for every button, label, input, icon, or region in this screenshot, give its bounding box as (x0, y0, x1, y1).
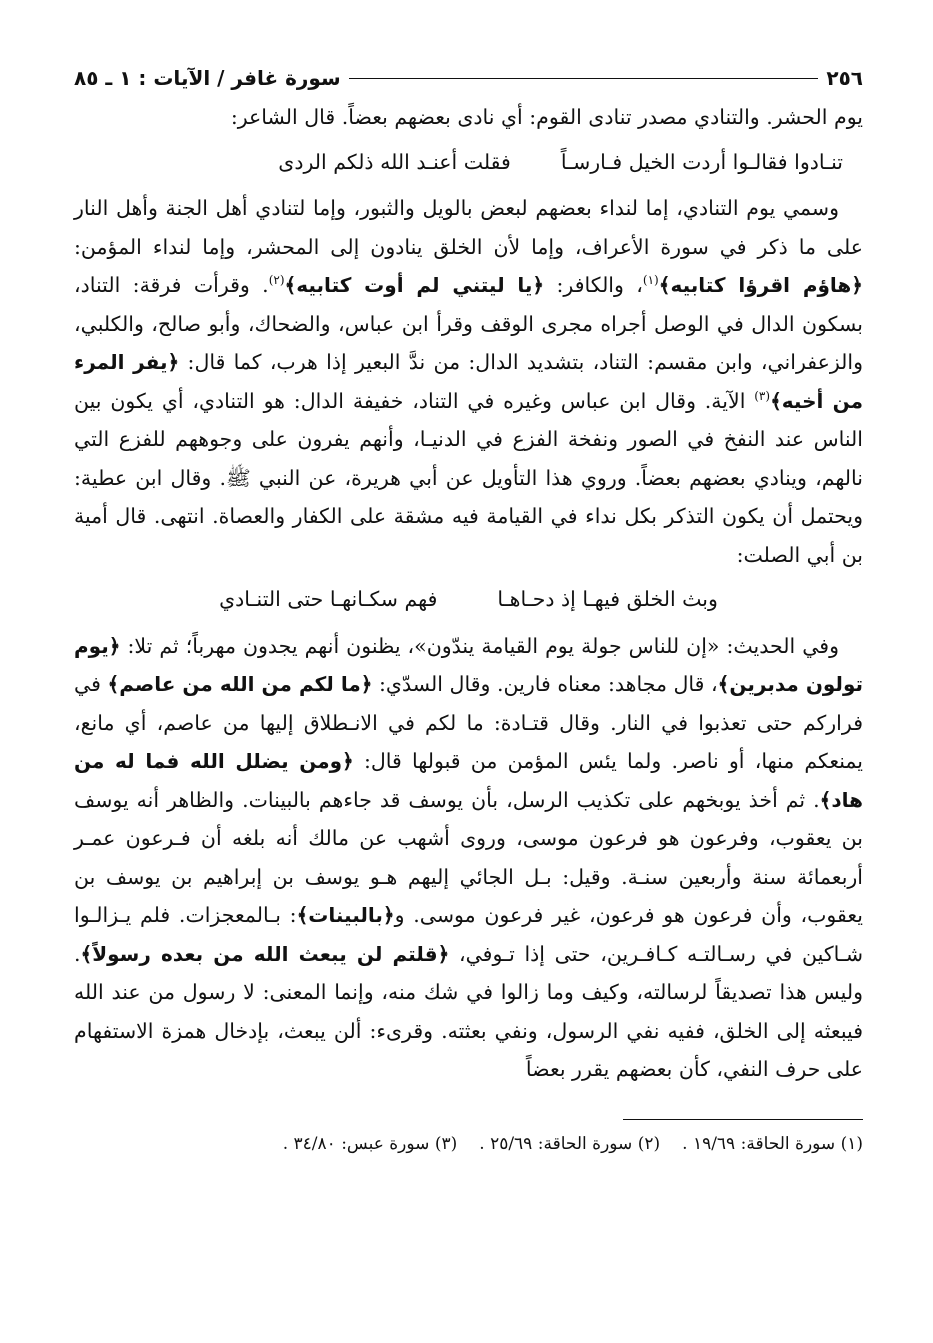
text-span: . ثم أخذ يوبخهم على تكذيب الرسل، بأن يوسف قد جاءهم بالبينات. والظاهر أنه يوسف بن يعقوب، وفرعون هو فرعون موسى، وروى أشهب عن مالك أنه بلغه أن فـرعون عمـر أربعمائة سنة وأربعين سنـة. وقيل: بـل الجائي إليهم هـو يوسف بن إبراهيم بن يوسف بن يعقوب، وأن فرعون هو فرعون، غير فرعون موسى. و (74, 787, 863, 927)
quran-quote: ﴿يوم تولون مدبرين﴾ (74, 633, 863, 696)
footnotes (74, 1120, 863, 1154)
poem-verse-2 (74, 574, 863, 627)
verse-1-second-hemistich: فقلت أعنـد الله ذلكم الردى (278, 149, 511, 174)
text-span: . وليس هذا تصديقاً لرسالته، وكيف وما زالوا في شك منه، وإنما المعنى: لا رسول من عند الله فيبعثه إلى الخلق، ففيه نفي الرسول، ونفي بعثته. وقرىء: ألن يبعث، بإدخال همزة الاستفهام على حرف النفي، كأن بعضهم يقرر بعضاً (74, 941, 863, 1081)
text-span: وفي الحديث: «إن للناس جولة يوم القيامة يندّون»، يظنون أنهم يجدون مهرباً؛ ثم تلا: (120, 633, 839, 658)
paragraph-1: يوم الحشر. والتنادي مصدر تنادى القوم: أي نادى بعضهم بعضاً. قال الشاعر: (230, 105, 863, 129)
footnote-marker-1: (١) (642, 273, 659, 288)
text-span: الآية. وقال ابن عباس وغيره في التناد، خفيفة الدال: هو التنادي، أي يكون بين الناس عند النفخ في الصور ونفخة الفزع في الدنيـا، وأنهم يفرون على وجوههم للفزع التي نالهم، وينادي بعضهم بعضاً. وروي هذا التأويل عن أبي هريرة، عن النبي ﷺ. وقال ابن عطية: ويحتمل أن يكون التذكر بكل نداء في القيامة فيه مشقة على الكفار والعصاة. انتهى. قال أمية بن أبي الصلت: (74, 388, 863, 567)
footnote-marker-2: (٢) (268, 273, 285, 288)
text-span: ، قال مجاهد: معناه فارين. وقال السدّي: (372, 672, 718, 696)
paragraph-3 (74, 627, 863, 1089)
quran-quote: ﴿هاؤم اقرؤا كتابيه﴾ (658, 273, 864, 297)
footnote-1: (١) سورة الحاقة: ١٩/٦٩ . (682, 1133, 863, 1154)
footnote-3: (٣) سورة عبس: ٣٤/٨٠ . (282, 1133, 458, 1154)
quran-quote: ﴿ومن يضلل الله فما له من هاد﴾ (74, 749, 863, 812)
quran-quote: ﴿بالبينات﴾ (296, 903, 395, 927)
verse-2-first-hemistich: وبث الخلق فيهـا إذ دحـاهـا (497, 587, 718, 611)
footnote-2: (٢) سورة الحاقة: ٢٥/٦٩ . (479, 1133, 661, 1154)
quran-quote: ﴿ما لكم من الله من عاصم﴾ (107, 672, 373, 696)
header-rule (349, 78, 819, 79)
main-text (74, 98, 863, 1089)
poem-verse-1 (74, 137, 863, 190)
quran-quote: ﴿يفر المرء من أخيه﴾ (74, 350, 863, 413)
text-span: ، والكافر: (544, 273, 643, 297)
text-span: : بـالمعجزات. فلم يـزالـوا شـاكين في رسـالتـه كـافـرين، حتى إذا تـوفي، (74, 903, 864, 966)
text-span: وسمي يوم التنادي، إما لنداء بعضهم لبعض بالويل والثبور، وإما لتنادي أهل الجنة وأهل النار على ما ذكر في سورة الأعراف، وإما لأن الخلق ينادون إلى المحشر، وإما لنداء المؤمن: (74, 196, 863, 259)
verse-2-second-hemistich: فهم سكـانهـا حتى التنـادي (219, 587, 438, 611)
paragraph-2 (74, 189, 863, 574)
running-header (74, 58, 863, 98)
verse-1-first-hemistich: تنـادوا فقالـوا أردت الخيل فـارسـاً (560, 149, 843, 174)
text-span: . وقرأت فرقة: التناد، بسكون الدال في الوصل أجراه مجرى الوقف وقرأ ابن عباس، والضحاك، وأبو صالح، والكلبي، والزعفراني، وابن مقسم: التناد، بتشديد الدال: من ندَّ البعير إذا هرب، كما قال: (74, 273, 864, 374)
page-number: ٢٥٦ (826, 66, 863, 90)
quran-quote: ﴿قلتم لن يبعث الله من بعده رسولاً﴾ (80, 941, 450, 966)
quran-quote: ﴿يا ليتني لم أوت كتابيه﴾ (284, 273, 545, 297)
footnote-marker-3: (٣) (754, 388, 771, 403)
text-span: في فراركم حتى تعذبوا في النار. وقال قتـادة: ما لكم في الانـطلاق إليها من عاصم، أي مانع، يمنعكم منها، أو ناصر. ولما يئس المؤمن من قبولها قال: (74, 672, 863, 773)
page-title: سورة غافر / الآيات : ١ ـ ٨٥ (74, 66, 341, 90)
